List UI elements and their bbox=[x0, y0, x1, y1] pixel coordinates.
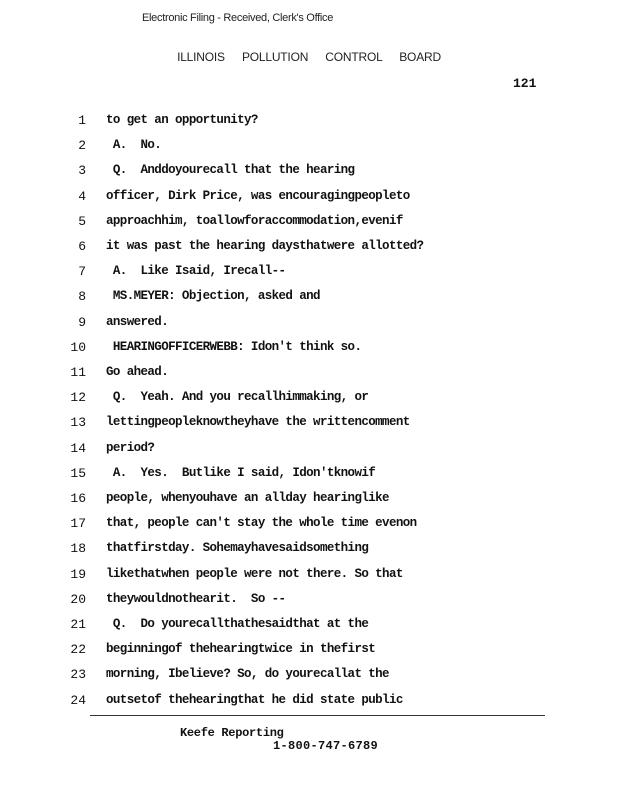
line-text: period? bbox=[106, 440, 155, 455]
transcript-line bbox=[0, 516, 618, 536]
line-number: 16 bbox=[70, 491, 86, 506]
transcript-line bbox=[0, 667, 618, 687]
transcript-line bbox=[0, 239, 618, 259]
line-number: 13 bbox=[70, 415, 86, 431]
line-number: 17 bbox=[70, 516, 86, 532]
line-number: 7 bbox=[78, 264, 86, 280]
line-text: to get an opportunity? bbox=[106, 113, 258, 127]
line-number: 3 bbox=[78, 163, 86, 179]
line-number: 12 bbox=[70, 390, 86, 406]
transcript-line bbox=[0, 163, 618, 183]
line-number: 6 bbox=[78, 239, 86, 254]
line-number: 10 bbox=[70, 339, 86, 355]
line-number: 8 bbox=[78, 289, 86, 305]
line-number: 5 bbox=[78, 213, 86, 229]
transcript-line bbox=[0, 189, 618, 209]
line-text: Q. Yeah. And you recallhimmaking, or bbox=[106, 390, 369, 405]
line-text: approachhim, toallowforaccommodation,evenif bbox=[106, 213, 403, 228]
transcript-line bbox=[0, 693, 618, 713]
line-text: Q. Anddoyourecall that the hearing bbox=[106, 163, 355, 178]
line-number: 15 bbox=[70, 465, 86, 481]
transcript-line bbox=[0, 214, 618, 234]
transcript-line bbox=[0, 289, 618, 309]
line-text: it was past the hearing daysthatwere allotted? bbox=[106, 239, 424, 253]
clerk-stamp: Electronic Filing - Received, Clerk's Office bbox=[142, 12, 334, 24]
line-text: A. No. bbox=[106, 138, 162, 153]
line-text: people, whenyouhave an allday hearinglike bbox=[106, 491, 389, 505]
transcript-line bbox=[0, 466, 618, 486]
line-number: 2 bbox=[78, 138, 86, 154]
line-text: lettingpeopleknowtheyhave the writtencomment bbox=[106, 415, 410, 430]
line-text: that, people can't stay the whole time evenon bbox=[106, 516, 417, 531]
line-number: 19 bbox=[70, 566, 86, 582]
transcript-line bbox=[0, 264, 618, 284]
transcript-line bbox=[0, 340, 618, 360]
line-number: 14 bbox=[70, 440, 86, 456]
transcript-line bbox=[0, 567, 618, 587]
line-text: morning, Ibelieve? So, do yourecallat the bbox=[106, 667, 389, 682]
transcript-line bbox=[0, 138, 618, 158]
line-text: HEARINGOFFICERWEBB: Idon't think so. bbox=[106, 339, 362, 354]
line-text: outsetof thehearingthat he did state public bbox=[106, 692, 403, 707]
line-number: 1 bbox=[78, 113, 86, 128]
line-text: A. Yes. Butlike I said, Idon'tknowif bbox=[106, 465, 376, 480]
line-text: likethatwhen people were not there. So that bbox=[106, 566, 403, 581]
line-number: 23 bbox=[70, 667, 86, 683]
reporter-phone: 1-800-747-6789 bbox=[273, 739, 379, 753]
transcript-line bbox=[0, 415, 618, 435]
line-text: theywouldnothearit. So -- bbox=[106, 591, 286, 606]
transcript-line bbox=[0, 315, 618, 335]
line-text: thatfirstday. Sohemayhavesaidsomething bbox=[106, 541, 369, 556]
transcript-line bbox=[0, 592, 618, 612]
line-number: 9 bbox=[78, 314, 86, 330]
line-number: 4 bbox=[78, 188, 86, 204]
line-text: answered. bbox=[106, 314, 169, 329]
line-number: 18 bbox=[70, 541, 86, 557]
line-text: Q. Do yourecallthathesaidthat at the bbox=[106, 617, 369, 631]
footer-rule bbox=[90, 715, 545, 716]
line-number: 24 bbox=[70, 692, 86, 708]
transcript-line bbox=[0, 491, 618, 511]
page-number: 121 bbox=[513, 76, 537, 91]
transcript-line bbox=[0, 617, 618, 637]
transcript-line bbox=[0, 541, 618, 561]
reporter-name: Keefe Reporting bbox=[180, 726, 284, 740]
line-text: Go ahead. bbox=[106, 365, 169, 379]
transcript-line bbox=[0, 113, 618, 133]
line-number: 21 bbox=[70, 617, 86, 632]
board-title: ILLINOIS POLLUTION CONTROL BOARD bbox=[177, 50, 441, 64]
line-number: 22 bbox=[70, 642, 86, 658]
transcript-line bbox=[0, 441, 618, 461]
line-text: MS.MEYER: Objection, asked and bbox=[106, 289, 320, 304]
line-number: 11 bbox=[70, 365, 86, 380]
transcript-line bbox=[0, 365, 618, 385]
transcript-line bbox=[0, 642, 618, 662]
transcript-line bbox=[0, 390, 618, 410]
line-text: A. Like Isaid, Irecall-- bbox=[106, 264, 286, 279]
line-text: beginningof thehearingtwice in thefirst bbox=[106, 642, 376, 657]
line-number: 20 bbox=[70, 591, 86, 607]
line-text: officer, Dirk Price, was encouragingpeopleto bbox=[106, 188, 410, 203]
